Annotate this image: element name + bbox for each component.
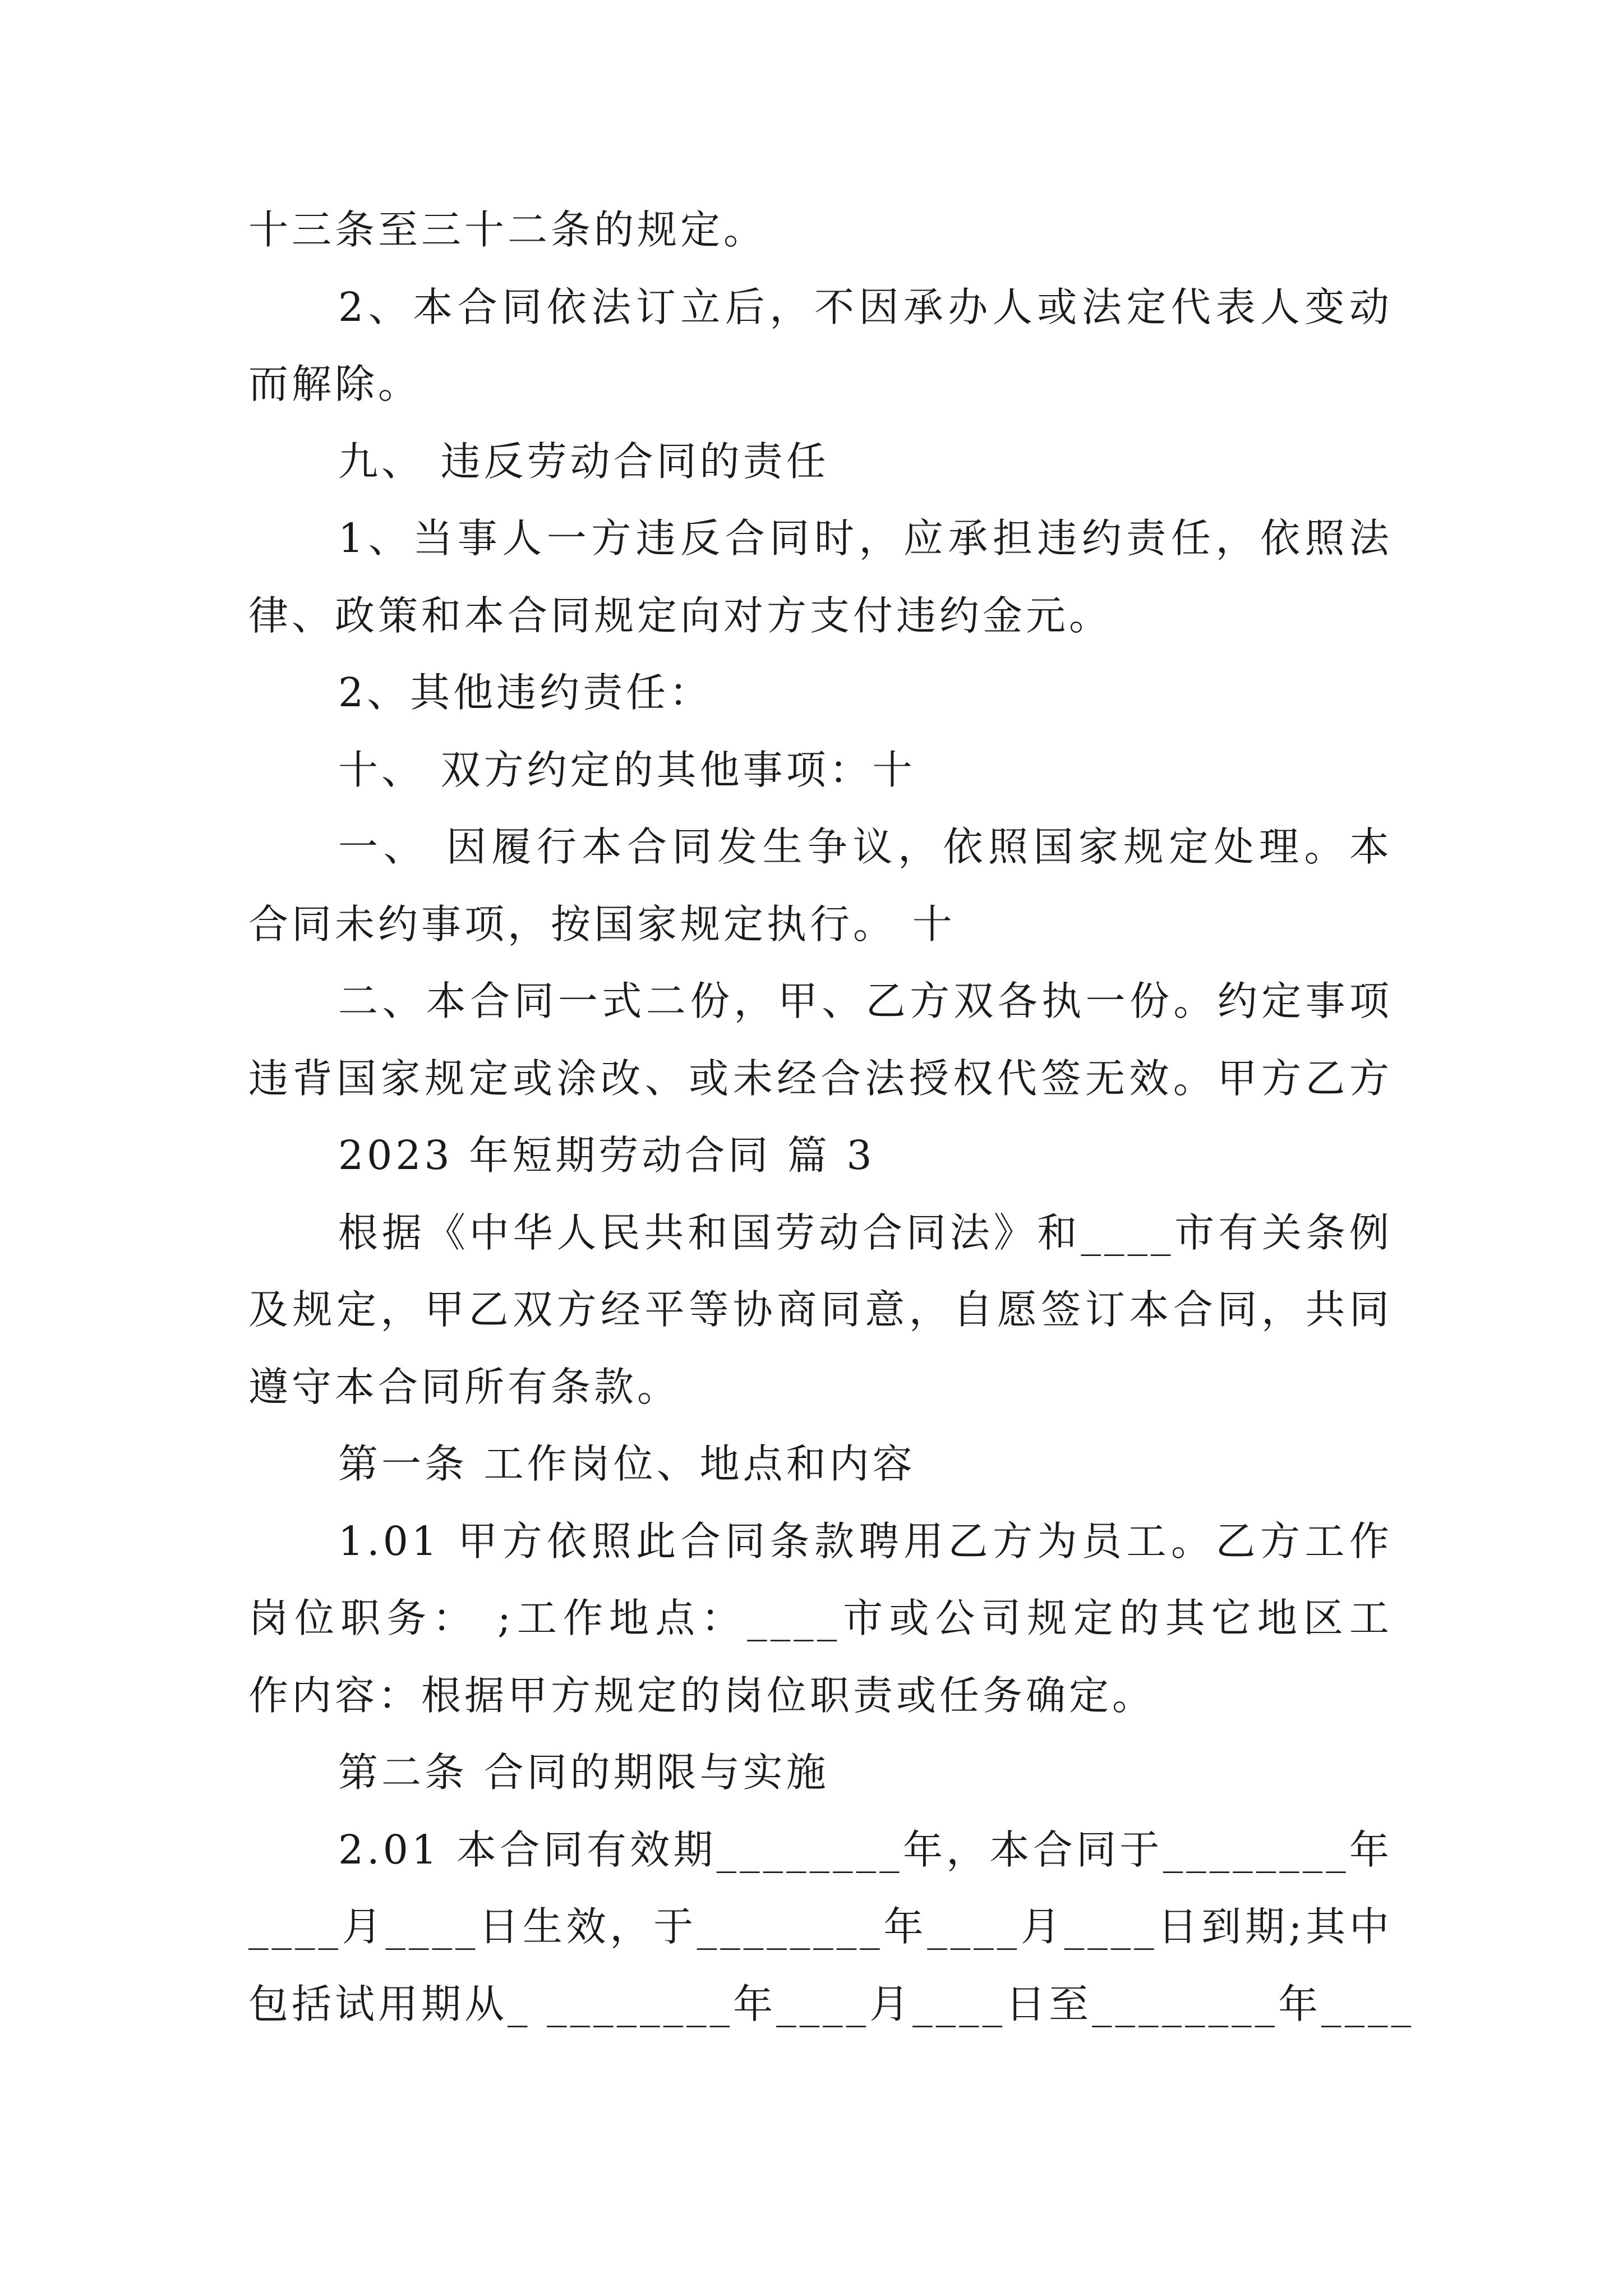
section-heading: 九、 违反劳动合同的责任 bbox=[338, 438, 829, 485]
text-line: 律、政策和本合同规定向对方支付违约金元。 bbox=[248, 592, 1113, 639]
text-line: 根据《中华人民共和国劳动合同法》和____市有关条例 bbox=[338, 1209, 1393, 1256]
article-title: 2023 年短期劳动合同 篇 3 bbox=[338, 1132, 875, 1179]
text-line: 包括试用期从_ ________年____月____日至________年____ bbox=[248, 1981, 1415, 2027]
text-line: 2、其他违约责任： bbox=[338, 669, 713, 716]
text-line: 二、本合同一式二份，甲、乙方双各执一份。约定事项 bbox=[338, 978, 1393, 1024]
text-line: 遵守本合同所有条款。 bbox=[248, 1364, 681, 1410]
text-line: 而解除。 bbox=[248, 361, 422, 407]
section-heading: 第一条 工作岗位、地点和内容 bbox=[338, 1441, 916, 1487]
text-line: 合同未约事项，按国家规定执行。 十 bbox=[248, 901, 956, 947]
text-line: 及规定，甲乙双方经平等协商同意，自愿签订本合同，共同 bbox=[248, 1286, 1393, 1333]
text-line: 1、当事人一方违反合同时，应承担违约责任，依照法 bbox=[338, 515, 1393, 562]
text-line: 作内容：根据甲方规定的岗位职责或任务确定。 bbox=[248, 1672, 1156, 1719]
text-line: 1.01 甲方依照此合同条款聘用乙方为员工。乙方工作 bbox=[338, 1518, 1393, 1565]
section-heading: 十、 双方约定的其他事项：十 bbox=[338, 747, 916, 793]
text-line: ____月____日生效，于________年____月____日到期;其中 bbox=[248, 1903, 1393, 1950]
text-line: 违背国家规定或涂改、或未经合法授权代签无效。甲方乙方 bbox=[248, 1055, 1393, 1102]
section-heading: 第二条 合同的期限与实施 bbox=[338, 1749, 829, 1796]
text-line: 岗位职务： ;工作地点：____市或公司规定的其它地区工 bbox=[248, 1595, 1393, 1641]
text-line: 一、 因履行本合同发生争议，依照国家规定处理。本 bbox=[338, 823, 1393, 870]
text-line: 2.01 本合同有效期________年，本合同于________年 bbox=[338, 1826, 1393, 1873]
text-line: 2、本合同依法订立后，不因承办人或法定代表人变动 bbox=[338, 284, 1393, 330]
text-line: 十三条至三十二条的规定。 bbox=[248, 206, 767, 253]
